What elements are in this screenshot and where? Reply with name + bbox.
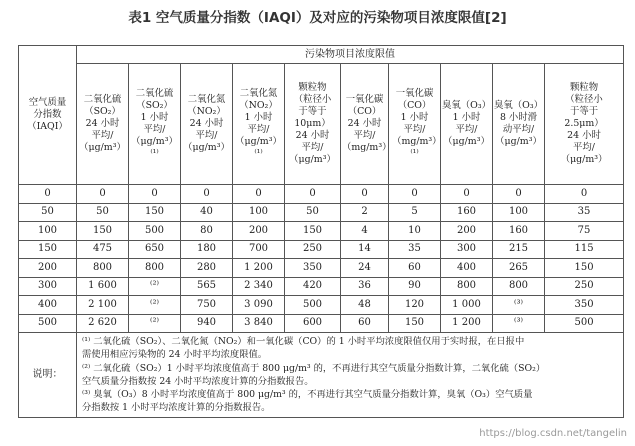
table-cell: 115 [545,240,624,259]
table-cell: 0 [441,185,493,204]
column-header-line: 二氧化氮 [187,94,226,105]
table-cell: 120 [389,296,441,315]
column-header-line: 8 小时滑 [499,112,538,123]
table-cell: 2 340 [233,277,285,296]
column-header-line: 平均/ [91,130,114,141]
column-header-line: 1 小时 [244,112,273,123]
column-header-line: （SO₂） [136,100,173,111]
table-cell: 1 000 [441,296,493,315]
table-cell: 215 [493,240,545,259]
table-cell: 200 [19,259,77,278]
table-cell: 0 [19,185,77,204]
column-header-line: 二氧化氮 [239,88,278,99]
table-cell: 100 [233,203,285,222]
table-cell: 1 200 [233,259,285,278]
table-cell: 24 [341,259,389,278]
column-header-line: （μg/m³） [289,154,336,165]
column-header-line: （μg/m³）⁽¹⁾ [235,136,282,159]
column-header-line: 二氧化硫 [135,88,174,99]
table-cell: 48 [341,296,389,315]
column-header-cell [181,64,233,185]
table-cell: 0 [77,185,129,204]
table-cell: 300 [19,277,77,296]
note-line: 需使用相应污染物的 24 小时平均浓度限值。 [82,349,268,361]
table-cell: 750 [181,296,233,315]
table-cell: 420 [285,277,341,296]
column-header-line: 24 小时 [347,118,382,129]
table-cell: 1 600 [77,277,129,296]
table-cell: 475 [77,240,129,259]
table-cell: 36 [341,277,389,296]
table-cell: 0 [493,185,545,204]
column-header-line: 平均/ [301,142,324,153]
column-header-line: 2.5μm） [564,118,604,129]
column-header-line: 平均/ [195,130,218,141]
table-cell: 500 [545,314,624,333]
table-cell: 0 [285,185,341,204]
column-header-line: 平均/ [455,124,478,135]
table-cell: 180 [181,240,233,259]
table-cell: 50 [77,203,129,222]
column-header-line: 1 小时 [400,112,429,123]
column-header-line: 10μm） [294,118,331,129]
table-cell: 0 [233,185,285,204]
table-cell: 60 [341,314,389,333]
column-header-line: 平均/ [247,124,270,135]
table-cell: ⁽³⁾ [493,296,545,315]
note-line: ⁽³⁾ 臭氧（O₃）8 小时平均浓度值高于 800 μg/m³ 的，不再进行其空气质量分指数计算，臭氧（O₃）空气质量 [82,389,533,401]
table-cell: 800 [493,277,545,296]
table-cell: ⁽²⁾ [129,296,181,315]
column-header-line: （CO） [347,106,382,117]
table-cell: 500 [129,222,181,241]
table-cell: 940 [181,314,233,333]
table-cell: 2 100 [77,296,129,315]
column-header-line: （mg/m³）⁽¹⁾ [392,136,437,159]
table-cell: 600 [285,314,341,333]
notes-label: 说明： [19,333,77,418]
table-row [19,203,624,222]
column-header-line: 平均/ [143,124,166,135]
column-header-line: 一氧化碳 [395,88,434,99]
table-cell: 200 [441,222,493,241]
table-row [19,240,624,259]
table-cell: 75 [545,222,624,241]
table-cell: 50 [285,203,341,222]
table-cell: 350 [285,259,341,278]
column-header-cell [129,64,181,185]
table-cell: 700 [233,240,285,259]
table-cell: 300 [441,240,493,259]
column-header-line: （μg/m³） [183,142,230,153]
table-row [19,277,624,296]
table-cell: 160 [493,222,545,241]
table-cell: 1 200 [441,314,493,333]
note-line: 空气质量分指数按 24 小时平均浓度计算的分指数报告。 [82,375,314,387]
iaqi-header-line: 空气质量 [28,97,67,108]
table-cell: 100 [493,203,545,222]
table-cell: 80 [181,222,233,241]
table-row [19,185,624,204]
column-header-line: （NO₂） [239,100,278,111]
table-cell: 40 [181,203,233,222]
table-cell: 250 [285,240,341,259]
table-cell: 650 [129,240,181,259]
table-cell: 10 [389,222,441,241]
table-cell: 400 [441,259,493,278]
table-cell: 2 [341,203,389,222]
table-cell: 0 [389,185,441,204]
column-header-line: （粒径小 [565,94,603,105]
table-row [19,222,624,241]
column-header-line: 颗粒物 [569,82,599,93]
header-row-group [19,46,624,64]
column-header-line: （μg/m³） [443,136,490,147]
table-title: 表1 空气质量分指数（IAQI）及对应的污染物项目浓度限值[2] [128,10,507,26]
table-cell: 50 [19,203,77,222]
table-cell: 150 [389,314,441,333]
column-header-line: （μg/m³） [79,142,126,153]
watermark: https://blog.csdn.net/tangelin [479,428,627,439]
table-cell: 2 620 [77,314,129,333]
table-cell: 0 [545,185,624,204]
column-header-cell [341,64,392,185]
table-cell: 0 [129,185,181,204]
column-header-line: 二氧化硫 [83,94,122,105]
table-cell: 0 [341,185,389,204]
iaqi-header-line: 分指数 [33,109,62,120]
table-cell: ⁽²⁾ [129,277,181,296]
column-header-line: 臭氧（O₃） [494,100,543,111]
table-cell: 150 [19,240,77,259]
column-header-line: （mg/m³） [342,142,392,153]
column-header-line: 24 小时 [85,118,120,129]
column-header-cell [389,64,441,185]
table-cell: ⁽³⁾ [493,314,545,333]
table-cell: 60 [389,259,441,278]
column-header-cell [493,64,545,185]
note-line: ⁽²⁾ 二氧化硫（SO₂）1 小时平均浓度值高于 800 μg/m³ 的，不再进行其空气质量分指数计算，二氧化硫（SO₂） [82,362,546,374]
notes-row [19,333,624,418]
column-header-line: （NO₂） [187,106,226,117]
table-cell: 500 [19,314,77,333]
table-cell: 100 [19,222,77,241]
column-header-line: 24 小时 [189,118,224,129]
note-line: 分指数按 1 小时平均浓度计算的分指数报告。 [82,402,271,414]
table-cell: 3 840 [233,314,285,333]
table-cell: 800 [129,259,181,278]
header-row-columns [19,64,624,185]
table-cell: 350 [545,296,624,315]
column-header-cell [77,64,129,185]
aqi-limits-table [18,45,624,418]
column-header-line: 24 小时 [295,130,330,141]
column-header-line: 臭氧（O₃） [442,100,491,111]
table-cell: 265 [493,259,545,278]
column-header-line: 平均/ [573,142,595,153]
table-row [19,296,624,315]
column-header-line: 颗粒物 [298,82,327,93]
table-cell: 250 [545,277,624,296]
table-cell: 14 [341,240,389,259]
column-header-line: 于等于 [298,106,327,117]
table-cell: 5 [389,203,441,222]
column-header-line: （CO） [397,100,432,111]
column-header-cell [285,64,341,185]
table-cell: 35 [389,240,441,259]
table-cell: 200 [233,222,285,241]
table-cell: 400 [19,296,77,315]
column-header-cell [441,64,493,185]
table-cell: 150 [77,222,129,241]
column-header-line: （μg/m³） [495,136,542,147]
table-cell: 90 [389,277,441,296]
column-header-line: （μg/m³） [560,154,608,165]
table-cell: 500 [285,296,341,315]
column-header-line: 1 小时 [140,112,169,123]
pollutant-group-header: 污染物项目浓度限值 [77,46,624,64]
table-cell: 280 [181,259,233,278]
column-header-line: 1 小时 [452,112,481,123]
column-header-cell [233,64,285,185]
table-cell: 0 [181,185,233,204]
iaqi-header-line: （IAQI） [27,121,68,132]
column-header-line: （粒径小 [293,94,332,105]
column-header-cell [545,64,624,185]
note-line: ⁽¹⁾ 二氧化硫（SO₂）、二氧化氮（NO₂）和一氧化碳（CO）的 1 小时平均浓度限值仅用于实时报，在日报中 [82,336,525,347]
table-cell: 160 [441,203,493,222]
table-cell: 4 [341,222,389,241]
table-cell: 3 090 [233,296,285,315]
table-cell: 150 [285,222,341,241]
table-cell: 150 [129,203,181,222]
table-cell: 565 [181,277,233,296]
column-header-line: 于等于 [569,106,599,117]
column-header-line: （SO₂） [84,106,121,117]
column-header-line: 一氧化碳 [345,94,384,105]
column-header-line: 平均/ [403,124,426,135]
table-cell: 800 [441,277,493,296]
column-header-line: 24 小时 [567,130,601,141]
column-header-line: 动平均/ [502,124,535,135]
table-cell: 150 [545,259,624,278]
column-header-line: （μg/m³）⁽¹⁾ [131,136,178,159]
table-row [19,314,624,333]
iaqi-header-cell [19,46,77,185]
table-cell: 35 [545,203,624,222]
table-cell: 800 [77,259,129,278]
notes-cell [77,333,624,418]
column-header-line: 平均/ [353,130,376,141]
table-cell: ⁽²⁾ [129,314,181,333]
table-row [19,259,624,278]
